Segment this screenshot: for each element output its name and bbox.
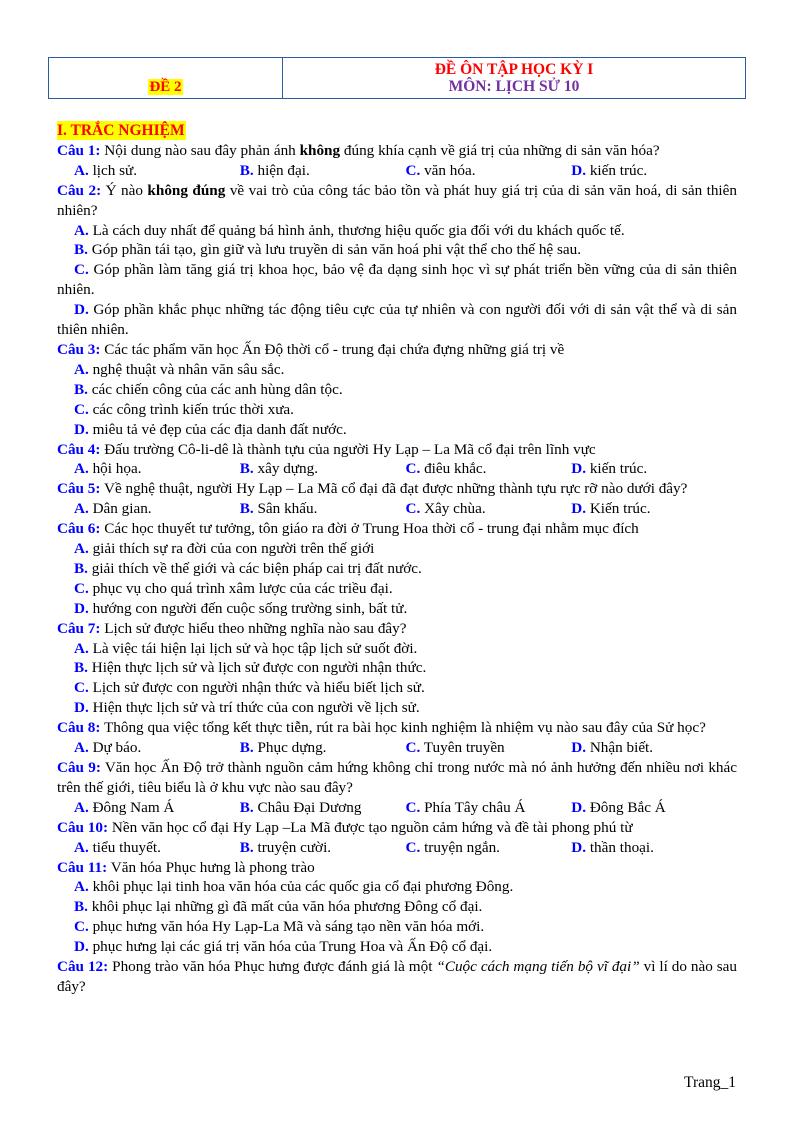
option-text: miêu tả vẻ đẹp của các địa danh đất nước. (88, 420, 347, 438)
option-text: Lịch sử được con người nhận thức và hiểu biết lịch sử. (88, 679, 425, 697)
option-text: kiến trúc. (586, 161, 648, 179)
option-label: D. (74, 599, 89, 617)
option-d (571, 161, 737, 181)
question-text: Phong trào văn hóa Phục hưng được đánh giá là một (108, 958, 437, 976)
option-c (406, 738, 572, 758)
question-quote: “Cuộc cách mạng tiến bộ vĩ đại” (436, 958, 640, 976)
option-d (571, 738, 737, 758)
question-block (57, 479, 737, 519)
header-right-cell (283, 58, 745, 98)
option-d (57, 937, 737, 957)
option-a (57, 221, 737, 241)
question-text-tail: đúng khía cạnh về giá trị của những di sản văn hóa? (340, 141, 660, 159)
options-row (57, 459, 737, 479)
option-text: giải thích về thế giới và các biện pháp cai trị đất nước. (87, 559, 422, 577)
question-text: Ý nào (101, 181, 148, 199)
option-label: C. (74, 579, 89, 597)
options-row (57, 838, 737, 858)
option-a (57, 639, 737, 659)
question-list (57, 141, 737, 997)
exam-header (48, 57, 746, 99)
option-b (240, 838, 406, 858)
option-c (57, 917, 737, 937)
option-label: C. (405, 838, 421, 856)
question-stem (57, 141, 737, 161)
option-c (406, 161, 572, 181)
question-text: Lịch sử được hiểu theo những nghĩa nào sau đây? (100, 619, 407, 637)
option-label: C. (74, 918, 89, 936)
option-label: C. (405, 161, 421, 179)
question-text-tail: về vai trò của công tác bảo tồn và phát huy giá trị của di sản văn hoá, di sản thiên nhiên? (57, 181, 737, 219)
question-number: Câu 8: (57, 719, 101, 737)
option-label: A. (74, 460, 89, 478)
option-c (406, 499, 572, 519)
option-label: C. (405, 460, 421, 478)
exam-title: ĐỀ ÔN TẬP HỌC KỲ I (434, 61, 594, 78)
option-b (240, 161, 406, 181)
option-text: Hiện thực lịch sử và trí thức của con người về lịch sử. (88, 699, 420, 717)
option-d (57, 300, 737, 340)
option-b (240, 459, 406, 479)
question-text: Các học thuyết tư tưởng, tôn giáo ra đời ở Trung Hoa thời cổ - trung đại nhằm mục đích (100, 520, 639, 538)
question-text: Thông qua việc tổng kết thực tiễn, rút ra bài học kinh nghiệm là nhiệm vụ nào sau đây của Sử học? (100, 719, 706, 737)
option-label: D. (571, 838, 587, 856)
option-text: Là việc tái hiện lại lịch sử và học tập lịch sử suốt đời. (88, 639, 418, 657)
options-row (57, 738, 737, 758)
options-row (57, 499, 737, 519)
question-emphasis: không (299, 141, 341, 159)
option-d (571, 798, 737, 818)
option-b (57, 897, 737, 917)
question-stem (57, 818, 737, 838)
option-text: Dự báo. (88, 739, 142, 757)
question-number: Câu 6: (57, 520, 101, 538)
question-number: Câu 10: (57, 818, 109, 836)
option-label: C. (74, 400, 89, 418)
option-text: lịch sử. (88, 161, 138, 179)
option-label: B. (239, 460, 254, 478)
question-number: Câu 11: (57, 858, 108, 876)
option-label: B. (239, 838, 254, 856)
option-label: A. (74, 500, 89, 518)
question-number: Câu 2: (57, 181, 102, 199)
option-text: truyện ngắn. (420, 838, 500, 856)
option-label: A. (74, 878, 89, 896)
question-block (57, 440, 737, 480)
page-number: Trang_1 (684, 1074, 736, 1091)
option-a (74, 499, 240, 519)
question-stem (57, 957, 737, 997)
question-block (57, 957, 737, 997)
subject-title: MÔN: LỊCH SỬ 10 (448, 78, 580, 95)
question-block (57, 519, 737, 619)
option-d (57, 698, 737, 718)
question-number: Câu 5: (57, 480, 101, 498)
option-c (57, 678, 737, 698)
question-block (57, 858, 737, 958)
option-text: Tuyên truyền (420, 739, 505, 757)
option-text: Là cách duy nhất để quảng bá hình ảnh, thương hiệu quốc gia đối với du khách quốc tế. (88, 221, 625, 239)
question-text: Nền văn học cổ đại Hy Lạp –La Mã được tạo nguồn cảm hứng và đề tài phong phú từ (108, 818, 633, 836)
option-text: Nhận biết. (586, 739, 654, 757)
option-d (571, 499, 737, 519)
option-text: Góp phần tái tạo, gìn giữ và lưu truyền di sản văn hoá phi vật thể cho thế hệ sau. (87, 241, 582, 259)
question-stem (57, 858, 737, 878)
option-text: các công trình kiến trúc thời xưa. (88, 400, 294, 418)
option-label: A. (74, 798, 89, 816)
option-c (406, 459, 572, 479)
question-number: Câu 7: (57, 619, 101, 637)
option-text: Sân khấu. (253, 500, 318, 518)
option-label: A. (74, 540, 89, 558)
question-stem (57, 440, 737, 460)
option-text: tiểu thuyết. (88, 838, 161, 856)
question-block (57, 718, 737, 758)
option-text: hướng con người đến cuộc sống trường sinh, bất tử. (88, 599, 408, 617)
question-number: Câu 12: (57, 958, 109, 976)
question-stem (57, 181, 737, 221)
option-label: C. (405, 739, 421, 757)
option-text: Xây chùa. (420, 500, 486, 518)
option-label: B. (74, 659, 88, 677)
option-label: C. (74, 261, 89, 279)
option-label: A. (74, 838, 89, 856)
options-row (57, 161, 737, 181)
option-text: Đông Nam Á (88, 798, 175, 816)
exam-code-badge: ĐỀ 2 (149, 79, 182, 95)
option-label: A. (74, 221, 89, 239)
option-text: thần thoại. (586, 838, 654, 856)
option-a (57, 877, 737, 897)
option-b (240, 499, 406, 519)
question-number: Câu 1: (57, 141, 101, 159)
option-c (57, 260, 737, 300)
option-label: B. (74, 898, 88, 916)
option-d (57, 599, 737, 619)
option-label: C. (405, 798, 421, 816)
option-text: khôi phục lại những gì đã mất của văn hóa phương Đông cổ đại. (87, 898, 483, 916)
option-text: xây dựng. (253, 460, 319, 478)
question-block (57, 818, 737, 858)
question-stem (57, 619, 737, 639)
option-text: Phục dựng. (253, 739, 327, 757)
option-label: B. (74, 241, 88, 259)
option-c (57, 579, 737, 599)
option-text: Dân gian. (88, 500, 152, 518)
option-text: hiện đại. (253, 161, 310, 179)
option-label: B. (239, 161, 254, 179)
option-text: khôi phục lại tinh hoa văn hóa của các quốc gia cổ đại phương Đông. (88, 878, 514, 896)
option-d (57, 420, 737, 440)
question-text: Các tác phẩm văn học Ấn Độ thời cổ - trung đại chứa đựng những giá trị về (100, 340, 565, 358)
option-label: B. (239, 500, 254, 518)
option-a (74, 798, 240, 818)
question-emphasis: không đúng (147, 181, 226, 199)
option-label: B. (74, 380, 88, 398)
question-stem (57, 718, 737, 738)
option-label: B. (74, 559, 88, 577)
option-a (57, 539, 737, 559)
question-text-tail: vì lí do nào sau đây? (57, 958, 737, 995)
option-text: nghệ thuật và nhân văn sâu sắc. (88, 360, 285, 378)
option-text: truyện cười. (253, 838, 332, 856)
header-left-cell (49, 58, 283, 98)
option-text: Hiện thực lịch sử và lịch sử được con người nhận thức. (87, 659, 427, 677)
option-label: B. (239, 798, 254, 816)
option-b (57, 380, 737, 400)
option-text: Góp phần khắc phục những tác động tiêu cực của tự nhiên và con người đối với di sản vật thể và di sản thiên nhiên. (57, 301, 737, 339)
option-label: B. (239, 739, 254, 757)
question-number: Câu 3: (57, 340, 101, 358)
option-d (571, 459, 737, 479)
option-text: Góp phần làm tăng giá trị khoa học, bảo vệ đa dạng sinh học vì sự phát triển bền vững của di sản thiên nhiên. (57, 261, 737, 299)
option-text: Kiến trúc. (586, 500, 651, 518)
question-text: Về nghệ thuật, người Hy Lạp – La Mã cổ đại đã đạt được những thành tựu rực rỡ nào dưới đây? (100, 480, 688, 498)
question-number: Câu 4: (57, 440, 101, 458)
option-text: phục hưng lại các giá trị văn hóa của Trung Hoa và Ấn Độ cổ đại. (88, 938, 493, 956)
option-a (57, 360, 737, 380)
exam-content (57, 121, 737, 997)
option-label: D. (571, 739, 587, 757)
option-text: kiến trúc. (586, 460, 648, 478)
option-label: A. (74, 161, 89, 179)
option-label: D. (571, 798, 587, 816)
option-b (57, 658, 737, 678)
option-text: hội họa. (88, 460, 142, 478)
option-label: A. (74, 639, 89, 657)
option-c (57, 400, 737, 420)
option-text: giải thích sự ra đời của con người trên thế giới (88, 540, 375, 558)
option-text: phục vụ cho quá trình xâm lược của các triều đại. (88, 579, 393, 597)
option-b (240, 738, 406, 758)
option-a (74, 738, 240, 758)
option-d (571, 838, 737, 858)
question-stem (57, 340, 737, 360)
question-stem (57, 479, 737, 499)
option-a (74, 838, 240, 858)
option-label: A. (74, 360, 89, 378)
question-block (57, 340, 737, 440)
option-label: D. (571, 161, 587, 179)
option-b (240, 798, 406, 818)
option-label: C. (405, 500, 421, 518)
option-label: D. (571, 460, 587, 478)
question-number: Câu 9: (57, 759, 101, 776)
option-a (74, 459, 240, 479)
option-label: D. (74, 301, 89, 319)
option-label: D. (571, 500, 587, 518)
option-c (406, 798, 572, 818)
option-b (57, 559, 737, 579)
option-a (74, 161, 240, 181)
option-text: điêu khắc. (420, 460, 487, 478)
option-text: phục hưng văn hóa Hy Lạp-La Mã và sáng tạo nền văn hóa mới. (88, 918, 485, 936)
option-label: A. (74, 739, 89, 757)
option-label: C. (74, 679, 89, 697)
option-label: D. (74, 938, 89, 956)
question-block (57, 619, 737, 719)
option-text: văn hóa. (420, 161, 476, 179)
question-text: Nội dung nào sau đây phản ánh (100, 141, 300, 159)
option-b (57, 240, 737, 260)
option-c (406, 838, 572, 858)
question-block (57, 181, 737, 340)
question-block (57, 141, 737, 181)
options-row (57, 798, 737, 818)
question-text: Văn học Ấn Độ trở thành nguồn cảm hứng không chỉ trong nước mà nó ảnh hưởng đến nhiều nơi khác trên thế giới, tiêu biểu là ở khu vực nào sau đây? (57, 759, 737, 796)
option-text: Châu Đại Dương (253, 798, 362, 816)
option-text: Đông Bắc Á (586, 798, 666, 816)
option-label: D. (74, 420, 89, 438)
question-stem (57, 758, 737, 798)
option-label: D. (74, 699, 89, 717)
question-block (57, 758, 737, 818)
question-text: Văn hóa Phục hưng là phong trào (107, 858, 315, 876)
option-text: Phía Tây châu Á (420, 798, 526, 816)
section-title: I. TRẮC NGHIỆM (57, 122, 185, 139)
question-stem (57, 519, 737, 539)
option-text: các chiến công của các anh hùng dân tộc. (87, 380, 343, 398)
question-text: Đấu trường Cô-li-dê là thành tựu của người Hy Lạp – La Mã cổ đại trên lĩnh vực (100, 440, 596, 458)
